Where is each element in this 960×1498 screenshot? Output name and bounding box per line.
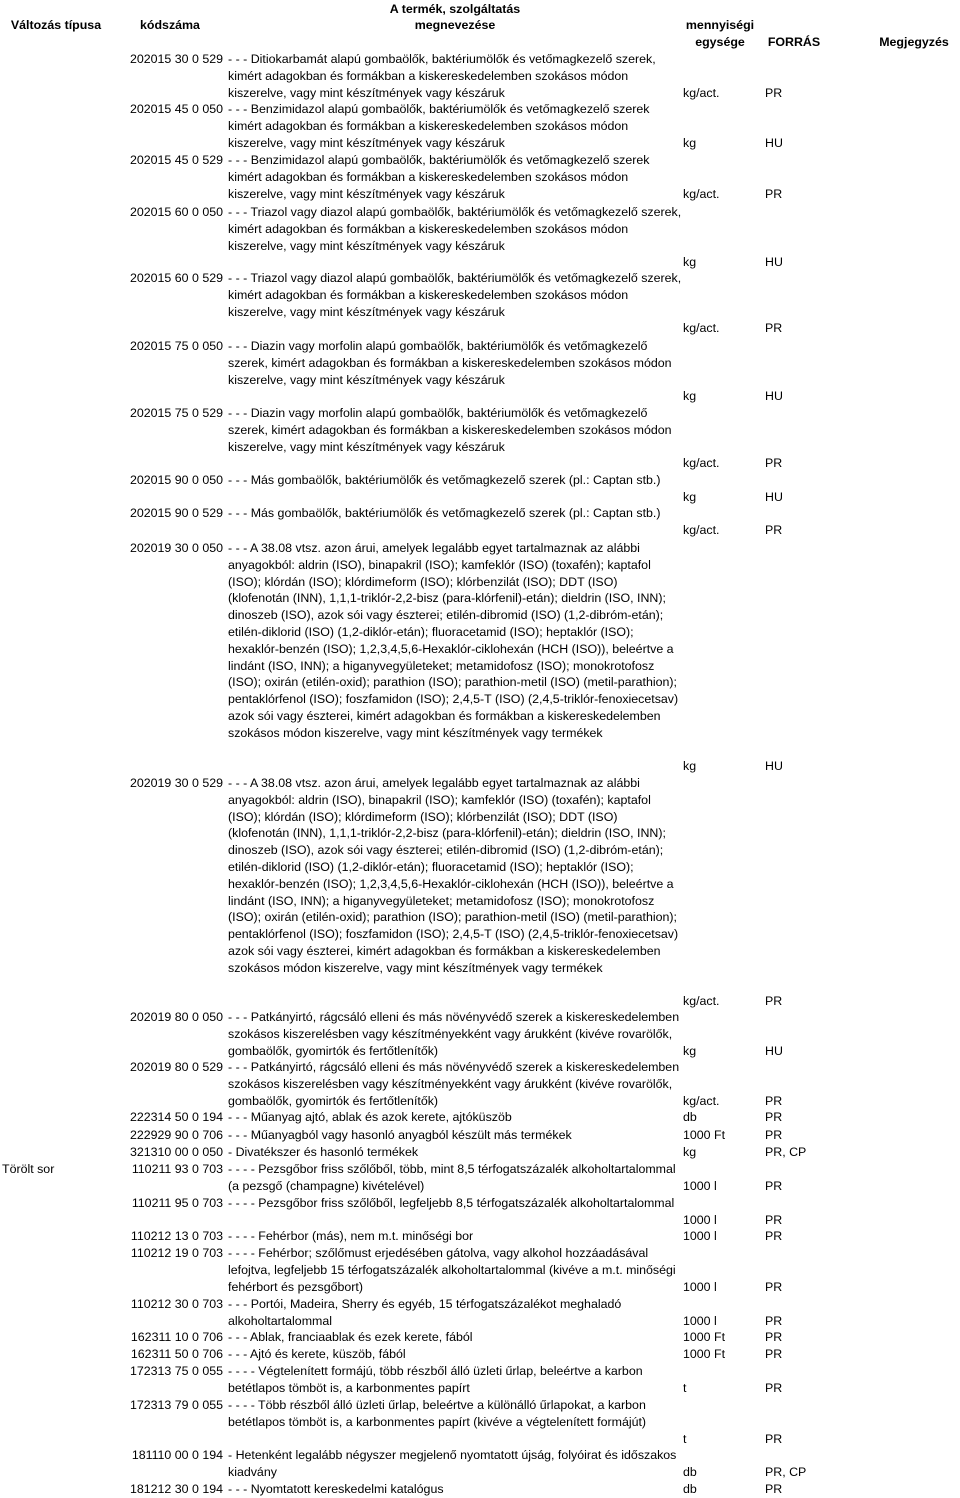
cell-unit: kg bbox=[683, 255, 697, 269]
cell-source: PR bbox=[765, 1280, 783, 1294]
cell-unit: kg bbox=[683, 1044, 697, 1058]
cell-description: - Hetenként legalább négyszer megjelenő nyomtatott újság, folyóirat és időszakos kiadvány bbox=[228, 1448, 677, 1479]
cell-description: - - - - Fehérbor; szőlőmust erjedésében gátolva, vagy alkohol hozzáadásával lefojtva, legfeljebb 15 térfogatszázalék alkoholtartalommal (kivéve a m.t. minőségi fehérbort és pezsgőbort) bbox=[228, 1246, 676, 1294]
cell-source: PR, CP bbox=[765, 1465, 807, 1479]
cell-code: 202015 75 0 529 bbox=[129, 406, 223, 420]
cell-unit: kg/act. bbox=[683, 86, 720, 100]
cell-code: 162311 50 0 706 bbox=[130, 1347, 223, 1361]
cell-unit: t bbox=[683, 1381, 687, 1395]
cell-description: - - - Ablak, franciaablak és ezek kerete, fából bbox=[228, 1330, 473, 1344]
cell-description: - - - Patkányirtó, rágcsáló elleni és más növényvédő szerek a kiskereskedelemben szokásos kiszerelésben vagy készítményekként vagy árukként (kivéve rovarölők, gombaölők, gyomirtók és fertőtlenítők) bbox=[228, 1060, 680, 1108]
cell-source: PR bbox=[765, 456, 783, 470]
cell-code: 181110 00 0 194 bbox=[131, 1448, 223, 1462]
cell-source: PR bbox=[765, 321, 783, 335]
cell-unit: 1000 Ft bbox=[683, 1128, 726, 1142]
cell-code: 110211 93 0 703 bbox=[131, 1162, 223, 1176]
cell-unit: kg/act. bbox=[683, 523, 720, 537]
cell-description: - - - A 38.08 vtsz. azon árui, amelyek legalább egyet tartalmaznak az alábbi anyagokból: aldrin (ISO), binapakril (ISO); kamfeklór (ISO) (toxafén); kaptafol (ISO); klórdán (ISO); klórdimeform (ISO); klórbenzilát (ISO); DDT (ISO) (klofenotán (INN), 1,1,1-triklór-2,2-bisz (para-klórfenil)-etán); dieldrin (ISO, INN); dinoszeb (ISO), azok sói vagy észterei; etilén-dibromid (ISO) (1,2-dibróm-etán); etilén-diklorid (ISO) (1,2-diklór-etán); fluoracetamid (ISO); heptaklór (ISO); hexaklór-benzén (ISO); 1,2,3,4,5,6-Hexaklór-ciklohexán (HCH (ISO)), beleértve a lindánt (ISO, INN); a higanyvegyületeket; metamidofosz (ISO); monokrotofosz (ISO); oxirán (etilén-oxid); parathion (ISO); parathion-metil (ISO) (metil-parathion); pentaklórfenol (ISO); foszfamidon (ISO); 2,4,5-T (ISO) (2,4,5-triklór-fenoxiecetsav) azok sói vagy észterei, kimért adagokban és formákban a kiskereskedelemben szokásos módon kiszerelve, vagy mint készítmények vagy termékek bbox=[228, 541, 679, 740]
header-source: FORRÁS bbox=[767, 35, 821, 49]
header-note: Megjegyzés bbox=[879, 35, 949, 49]
cell-code: 162311 10 0 706 bbox=[130, 1330, 223, 1344]
cell-source: HU bbox=[765, 490, 783, 504]
cell-description: - - - - Végtelenített formájú, több részből álló üzleti űrlap, beleértve a karbon betétlapos tömböt is, a karbonmentes papírt bbox=[228, 1364, 643, 1395]
cell-code: 202019 80 0 529 bbox=[129, 1060, 223, 1074]
header-unit-line2: egysége bbox=[695, 35, 745, 49]
cell-code: 202019 30 0 050 bbox=[129, 541, 223, 555]
cell-unit: kg/act. bbox=[683, 321, 720, 335]
cell-unit: 1000 l bbox=[683, 1213, 717, 1227]
cell-description: - - - - Több részből álló üzleti űrlap, beleértve a különálló űrlapokat, a karbon betétlapos tömböt is, a karbonmentes papírt (kivéve a végtelenített formájút) bbox=[228, 1398, 647, 1429]
cell-source: PR bbox=[765, 1482, 783, 1496]
cell-code: 202019 80 0 050 bbox=[129, 1010, 223, 1024]
cell-unit: db bbox=[683, 1110, 697, 1124]
cell-code: 172313 79 0 055 bbox=[129, 1398, 223, 1412]
cell-source: PR bbox=[765, 1229, 783, 1243]
cell-code: 222314 50 0 194 bbox=[129, 1110, 223, 1124]
cell-source: PR bbox=[765, 1314, 783, 1328]
cell-source: HU bbox=[765, 255, 783, 269]
cell-code: 202015 45 0 529 bbox=[129, 153, 223, 167]
cell-unit: kg/act. bbox=[683, 994, 720, 1008]
cell-description: - - - Benzimidazol alapú gombaölők, baktériumölők és vetőmagkezelő szerek kimért adagokban és formákban a kiskereskedelemben szokásos módon kiszerelve, vagy mint készítmények vagy készáruk bbox=[228, 153, 650, 201]
cell-description: - - - - Pezsgőbor friss szőlőből, legfeljebb 8,5 térfogatszázalék alkoholtartalommal bbox=[228, 1196, 675, 1210]
cell-unit: 1000 l bbox=[683, 1229, 717, 1243]
cell-unit: 1000 l bbox=[683, 1314, 717, 1328]
cell-description: - - - - Pezsgőbor friss szőlőből, több, mint 8,5 térfogatszázalék alkoholtartalommal (a pezsgő (champagne) kivételével) bbox=[228, 1162, 676, 1193]
cell-source: HU bbox=[765, 136, 783, 150]
header-code: kódszáma bbox=[140, 18, 200, 32]
cell-unit: kg/act. bbox=[683, 1094, 720, 1108]
cell-source: PR bbox=[765, 187, 783, 201]
cell-code: 202015 45 0 050 bbox=[129, 102, 223, 116]
cell-unit: db bbox=[683, 1465, 697, 1479]
cell-unit: kg/act. bbox=[683, 456, 720, 470]
cell-unit: kg/act. bbox=[683, 187, 720, 201]
cell-unit: kg bbox=[683, 1145, 697, 1159]
cell-change-type: Törölt sor bbox=[2, 1162, 55, 1176]
cell-code: 202015 60 0 529 bbox=[129, 271, 223, 285]
cell-description: - - - Diazin vagy morfolin alapú gombaölők, baktériumölők és vetőmagkezelő szerek, kimért adagokban és formákban a kiskereskedelemben szokásos módon kiszerelve, vagy mint készítmények vagy készáruk bbox=[228, 339, 672, 387]
cell-code: 110212 13 0 703 bbox=[130, 1229, 223, 1243]
cell-description: - - - Portói, Madeira, Sherry és egyéb, 15 térfogatszázalékot meghaladó alkoholtartalommal bbox=[228, 1297, 622, 1328]
cell-unit: db bbox=[683, 1482, 697, 1496]
cell-source: PR bbox=[765, 1432, 783, 1446]
cell-description: - - - - Fehérbor (más), nem m.t. minőségi bor bbox=[228, 1229, 474, 1243]
cell-unit: 1000 l bbox=[683, 1280, 717, 1294]
cell-unit: t bbox=[683, 1432, 687, 1446]
cell-source: PR bbox=[765, 994, 783, 1008]
cell-source: PR bbox=[765, 1110, 783, 1124]
cell-unit: 1000 l bbox=[683, 1179, 717, 1193]
cell-code: 110212 19 0 703 bbox=[130, 1246, 223, 1260]
cell-description: - - - Műanyagból vagy hasonló anyagból készült más termékek bbox=[228, 1128, 572, 1142]
cell-source: HU bbox=[765, 1044, 783, 1058]
cell-description: - - - Más gombaölők, baktériumölők és vetőmagkezelő szerek (pl.: Captan stb.) bbox=[228, 506, 661, 520]
cell-code: 202015 75 0 050 bbox=[129, 339, 223, 353]
cell-code: 202015 60 0 050 bbox=[129, 205, 223, 219]
cell-description: - - - Patkányirtó, rágcsáló elleni és más növényvédő szerek a kiskereskedelemben szokásos kiszerelésben vagy készítményekként vagy árukként (kivéve rovarölők, gombaölők, gyomirtók és fertőtlenítők) bbox=[228, 1010, 680, 1058]
cell-source: PR bbox=[765, 523, 783, 537]
cell-code: 222929 90 0 706 bbox=[129, 1128, 223, 1142]
header-type: Változás típusa bbox=[10, 18, 102, 32]
cell-source: HU bbox=[765, 759, 783, 773]
cell-code: 202015 90 0 050 bbox=[129, 473, 223, 487]
cell-code: 202015 30 0 529 bbox=[129, 52, 223, 66]
cell-description: - Divatékszer és hasonló termékek bbox=[228, 1145, 419, 1159]
cell-code: 172313 75 0 055 bbox=[129, 1364, 223, 1378]
cell-description: - - - Triazol vagy diazol alapú gombaölők, baktériumölők és vetőmagkezelő szerek, kimért adagokban és formákban a kiskereskedelemben szokásos módon kiszerelve, vagy mint készítmények vagy készáruk bbox=[228, 205, 682, 253]
cell-description: - - - Diazin vagy morfolin alapú gombaölők, baktériumölők és vetőmagkezelő szerek, kimért adagokban és formákban a kiskereskedelemben szokásos módon kiszerelve, vagy mint készítmények vagy készáruk bbox=[228, 406, 672, 454]
cell-source: PR bbox=[765, 1381, 783, 1395]
header-unit-line1: mennyiségi bbox=[685, 18, 755, 32]
cell-source: PR bbox=[765, 1330, 783, 1344]
cell-description: - - - Ajtó és kerete, küszöb, fából bbox=[228, 1347, 406, 1361]
cell-unit: 1000 Ft bbox=[683, 1347, 726, 1361]
cell-unit: kg bbox=[683, 389, 697, 403]
cell-description: - - - Más gombaölők, baktériumölők és vetőmagkezelő szerek (pl.: Captan stb.) bbox=[228, 473, 661, 487]
cell-source: PR, CP bbox=[765, 1145, 807, 1159]
cell-code: 202019 30 0 529 bbox=[129, 776, 223, 790]
cell-unit: kg bbox=[683, 759, 697, 773]
cell-code: 110212 30 0 703 bbox=[130, 1297, 223, 1311]
cell-description: - - - Nyomtatott kereskedelmi katalógus bbox=[228, 1482, 444, 1496]
cell-unit: kg bbox=[683, 490, 697, 504]
cell-unit: 1000 Ft bbox=[683, 1330, 726, 1344]
cell-source: PR bbox=[765, 1128, 783, 1142]
cell-description: - - - Benzimidazol alapú gombaölők, baktériumölők és vetőmagkezelő szerek kimért adagokban és formákban a kiskereskedelemben szokásos módon kiszerelve, vagy mint készítmények vagy készáruk bbox=[228, 102, 650, 150]
cell-description: - - - A 38.08 vtsz. azon árui, amelyek legalább egyet tartalmaznak az alábbi anyagokból: aldrin (ISO), binapakril (ISO); kamfeklór (ISO) (toxafén); kaptafol (ISO); klórdán (ISO); klórdimeform (ISO); klórbenzilát (ISO); DDT (ISO) (klofenotán (INN), 1,1,1-triklór-2,2-bisz (para-klórfenil)-etán); dieldrin (ISO, INN); dinoszeb (ISO), azok sói vagy észterei; etilén-dibromid (ISO) (1,2-dibróm-etán); etilén-diklorid (ISO) (1,2-diklór-etán); fluoracetamid (ISO); heptaklór (ISO); hexaklór-benzén (ISO); 1,2,3,4,5,6-Hexaklór-ciklohexán (HCH (ISO)), beleértve a lindánt (ISO, INN); a higanyvegyületeket; metamidofosz (ISO); monokrotofosz (ISO); oxirán (etilén-oxid); parathion (ISO); parathion-metil (ISO) (metil-parathion); pentaklórfenol (ISO); foszfamidon (ISO); 2,4,5-T (ISO) (2,4,5-triklór-fenoxiecetsav) azok sói vagy észterei, kimért adagokban és formákban a kiskereskedelemben szokásos módon kiszerelve, vagy mint készítmények vagy termékek bbox=[228, 776, 679, 975]
cell-description: - - - Műanyag ajtó, ablak és azok kerete, ajtóküszöb bbox=[228, 1110, 512, 1124]
cell-code: 110211 95 0 703 bbox=[131, 1196, 223, 1210]
cell-code: 321310 00 0 050 bbox=[129, 1145, 223, 1159]
header-desc-line1: A termék, szolgáltatás bbox=[389, 2, 521, 16]
cell-source: HU bbox=[765, 389, 783, 403]
cell-source: PR bbox=[765, 1179, 783, 1193]
cell-unit: kg bbox=[683, 136, 697, 150]
cell-source: PR bbox=[765, 1213, 783, 1227]
cell-description: - - - Ditiokarbamát alapú gombaölők, baktériumölők és vetőmagkezelő szerek, kimért adagokban és formákban a kiskereskedelemben szokásos módon kiszerelve, vagy mint készítmények vagy készáruk bbox=[228, 52, 656, 100]
cell-description: - - - Triazol vagy diazol alapú gombaölők, baktériumölők és vetőmagkezelő szerek, kimért adagokban és formákban a kiskereskedelemben szokásos módon kiszerelve, vagy mint készítmények vagy készáruk bbox=[228, 271, 682, 319]
cell-code: 181212 30 0 194 bbox=[129, 1482, 223, 1496]
cell-code: 202015 90 0 529 bbox=[129, 506, 223, 520]
cell-source: PR bbox=[765, 86, 783, 100]
cell-source: PR bbox=[765, 1094, 783, 1108]
cell-source: PR bbox=[765, 1347, 783, 1361]
header-desc-line2: megnevezése bbox=[414, 18, 496, 32]
